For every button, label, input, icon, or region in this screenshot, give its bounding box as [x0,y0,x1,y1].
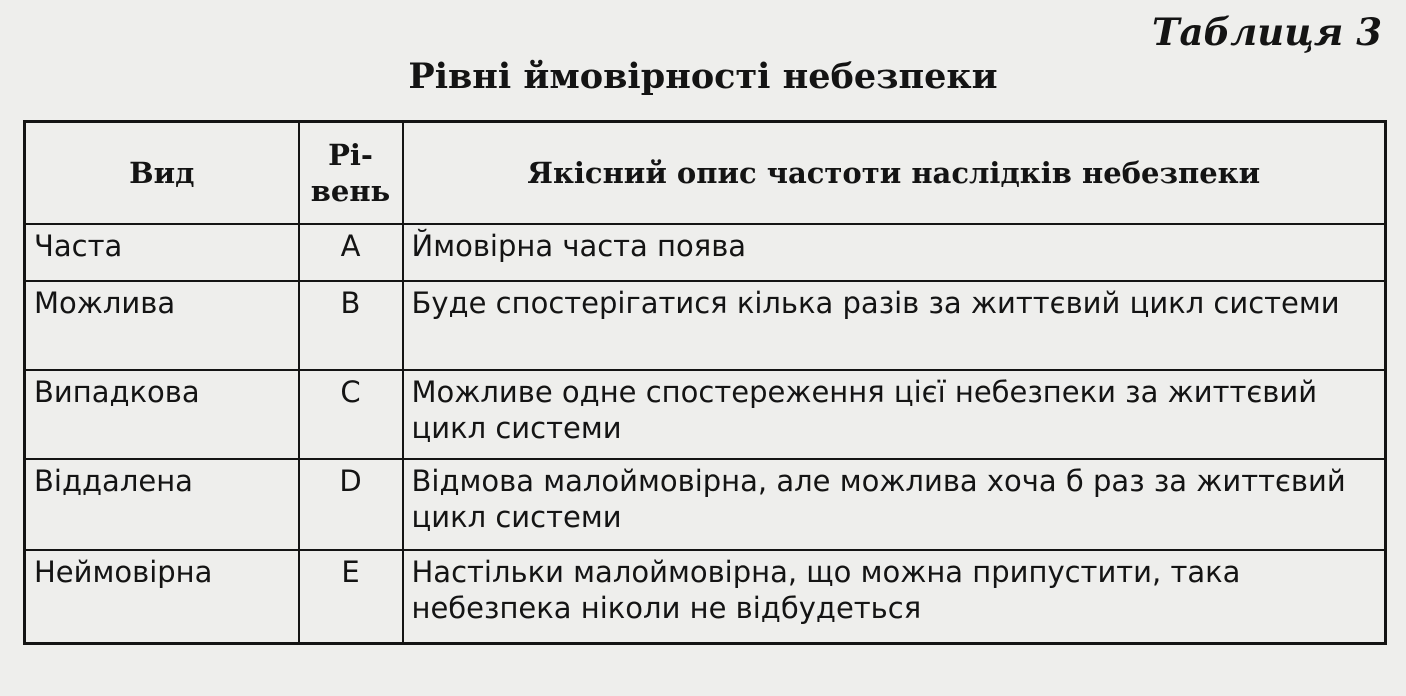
cell-description: Можливе одне спостереження цієї небезпеки за життєвий цикл системи [403,370,1386,459]
header-level-line1: Рі- [328,138,373,172]
cell-description: Ймовірна часта поява [403,224,1386,281]
cell-level: E [299,550,403,644]
cell-level: A [299,224,403,281]
table-title: Рівні ймовірності небезпеки [408,56,998,97]
cell-kind: Випадкова [25,370,299,459]
table-number-label: Таблиця 3 [1151,10,1382,54]
table-row [25,550,1386,644]
table-header-row [25,122,1386,225]
table-row [25,459,1386,550]
cell-kind: Віддалена [25,459,299,550]
table-row [25,224,1386,281]
cell-kind: Неймовірна [25,550,299,644]
cell-level: C [299,370,403,459]
cell-kind: Часта [25,224,299,281]
cell-level: B [299,281,403,370]
hazard-probability-table [23,120,1387,645]
cell-kind: Можлива [25,281,299,370]
cell-description: Відмова малоймовірна, але можлива хоча б раз за життєвий цикл системи [403,459,1386,550]
cell-level: D [299,459,403,550]
table-row [25,370,1386,459]
header-level-line2: вень [310,174,391,208]
header-level [299,122,403,225]
header-description: Якісний опис частоти наслідків небезпеки [403,122,1386,225]
cell-description: Настільки малоймовірна, що можна припустити, така небезпека ніколи не відбудеться [403,550,1386,644]
header-kind: Вид [25,122,299,225]
table-row [25,281,1386,370]
cell-description: Буде спостерігатися кілька разів за життєвий цикл системи [403,281,1386,370]
